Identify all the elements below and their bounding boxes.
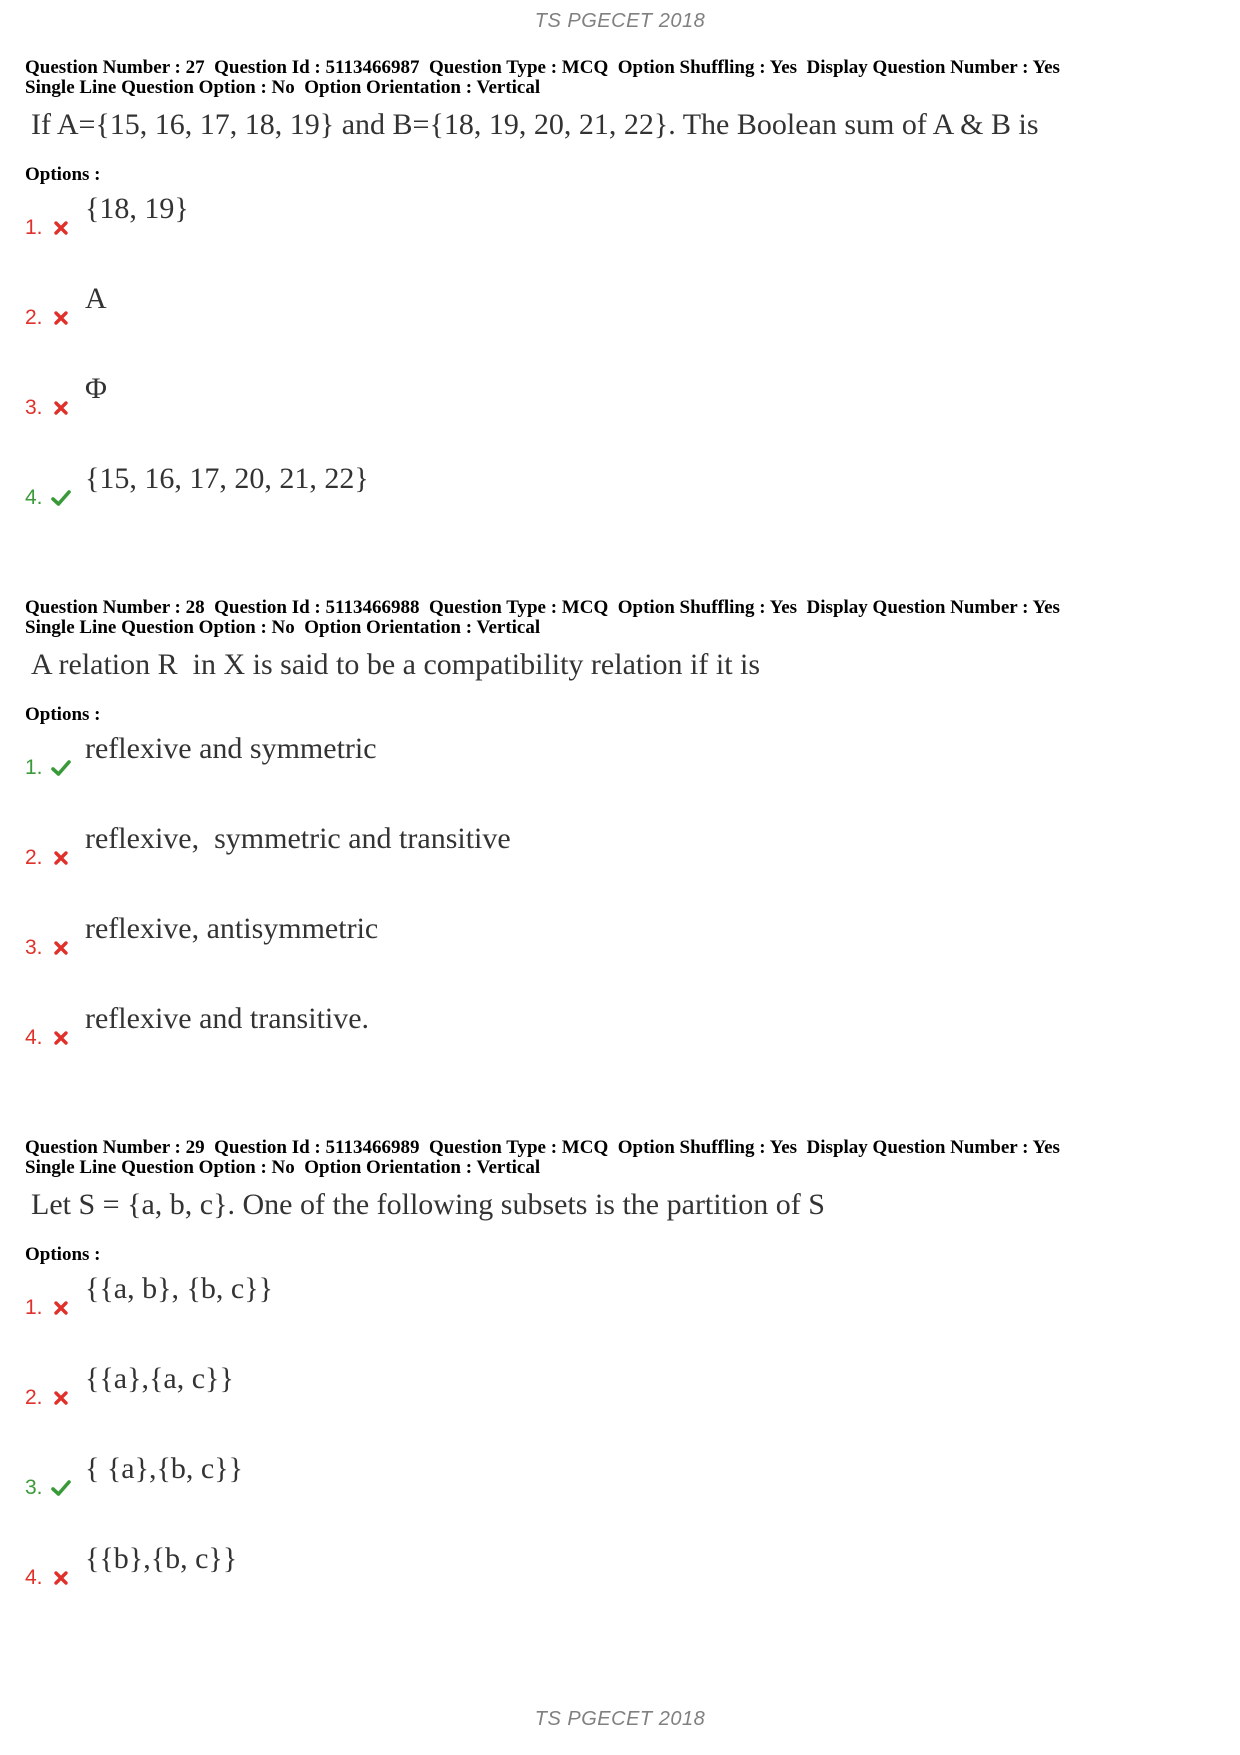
option-item — [25, 1446, 1215, 1536]
option-item — [25, 186, 1215, 276]
question-meta: Question Number : 28 Question Id : 5113466988 Question Type : MCQ Option Shuffling : Yes Display Question Number : Yes — [25, 597, 1060, 618]
option-number: 1. — [25, 756, 43, 779]
cross-icon — [51, 398, 71, 418]
question-text: If A={15, 16, 17, 18, 19} and B={18, 19, 20, 21, 22}. The Boolean sum of A & B is — [31, 108, 1039, 141]
option-number: 3. — [25, 396, 43, 419]
option-number: 4. — [25, 1026, 43, 1049]
question-meta: Question Number : 29 Question Id : 5113466989 Question Type : MCQ Option Shuffling : Yes Display Question Number : Yes — [25, 1137, 1060, 1158]
option-number: 2. — [25, 1386, 43, 1409]
option-text: {18, 19} — [85, 192, 189, 225]
options-list — [25, 186, 1215, 546]
cross-icon — [51, 848, 71, 868]
option-text: { {a},{b, c}} — [85, 1452, 244, 1485]
cross-icon — [51, 938, 71, 958]
question-meta: Single Line Question Option : No Option Orientation : Vertical — [25, 77, 541, 98]
option-item — [25, 1536, 1215, 1626]
option-item — [25, 906, 1215, 996]
option-text: {15, 16, 17, 20, 21, 22} — [85, 462, 369, 495]
option-number: 1. — [25, 1296, 43, 1319]
check-icon — [51, 758, 71, 778]
options-list — [25, 1266, 1215, 1626]
question-block — [25, 58, 1215, 546]
cross-icon — [51, 1568, 71, 1588]
option-text: reflexive, symmetric and transitive — [85, 822, 511, 855]
check-icon — [51, 1478, 71, 1498]
option-text: reflexive, antisymmetric — [85, 912, 379, 945]
option-item — [25, 996, 1215, 1086]
option-number: 4. — [25, 1566, 43, 1589]
option-number: 3. — [25, 1476, 43, 1499]
option-text: Φ — [85, 372, 107, 405]
question-block — [25, 1138, 1215, 1626]
question-meta: Single Line Question Option : No Option Orientation : Vertical — [25, 617, 541, 638]
cross-icon — [51, 1298, 71, 1318]
option-item — [25, 1356, 1215, 1446]
options-list — [25, 726, 1215, 1086]
option-item — [25, 456, 1215, 546]
option-number: 3. — [25, 936, 43, 959]
option-text: reflexive and symmetric — [85, 732, 377, 765]
option-number: 2. — [25, 306, 43, 329]
question-meta: Single Line Question Option : No Option Orientation : Vertical — [25, 1157, 541, 1178]
option-text: {{b},{b, c}} — [85, 1542, 238, 1575]
option-text: {{a, b}, {b, c}} — [85, 1272, 274, 1305]
option-item — [25, 726, 1215, 816]
option-text: {{a},{a, c}} — [85, 1362, 234, 1395]
question-block — [25, 598, 1215, 1086]
option-number: 1. — [25, 216, 43, 239]
option-text: A — [85, 282, 107, 315]
option-number: 4. — [25, 486, 43, 509]
options-label: Options : — [25, 164, 101, 185]
question-text: A relation R in X is said to be a compatibility relation if it is — [31, 648, 761, 681]
option-text: reflexive and transitive. — [85, 1002, 370, 1035]
option-number: 2. — [25, 846, 43, 869]
question-text: Let S = {a, b, c}. One of the following subsets is the partition of S — [31, 1188, 825, 1221]
cross-icon — [51, 308, 71, 328]
option-item — [25, 1266, 1215, 1356]
options-label: Options : — [25, 1244, 101, 1265]
option-item — [25, 366, 1215, 456]
page-footer: TS PGECET 2018 — [534, 1708, 706, 1730]
option-item — [25, 276, 1215, 366]
cross-icon — [51, 1388, 71, 1408]
option-item — [25, 816, 1215, 906]
check-icon — [51, 488, 71, 508]
page-header: TS PGECET 2018 — [534, 10, 706, 32]
options-label: Options : — [25, 704, 101, 725]
cross-icon — [51, 1028, 71, 1048]
cross-icon — [51, 218, 71, 238]
question-meta: Question Number : 27 Question Id : 5113466987 Question Type : MCQ Option Shuffling : Yes Display Question Number : Yes — [25, 57, 1060, 78]
